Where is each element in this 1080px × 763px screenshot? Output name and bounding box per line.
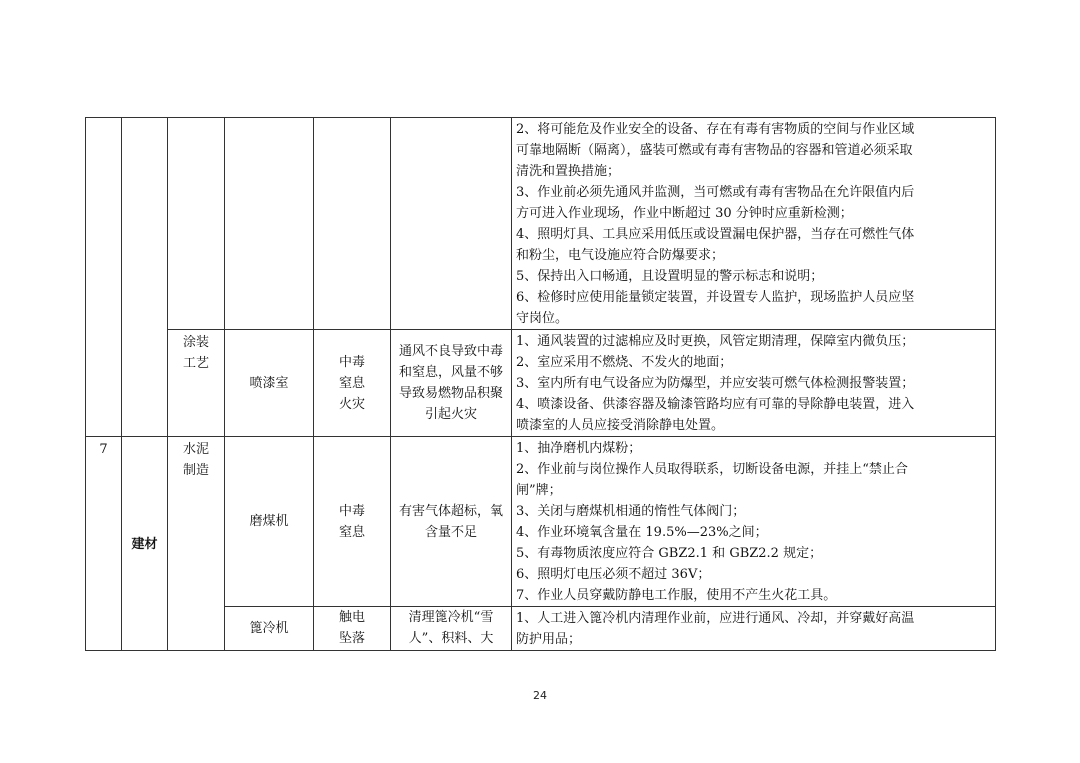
hazard-measures-table [85, 117, 996, 651]
cause-cell: 有害气体超标，氧含量不足 [391, 437, 512, 607]
measure-line: 守岗位。 [516, 311, 569, 326]
process-cell: 水泥制造 [168, 437, 225, 651]
measure-line: 1、人工进入篦冷机内清理作业前，应进行通风、冷却，并穿戴好高温 [516, 611, 915, 626]
sequence-cell: 7 [86, 437, 122, 651]
measure-line: 3、作业前必须先通风并监测，当可燃或有毒有害物品在允许限值内后 [516, 185, 915, 200]
measures-cell [512, 437, 996, 607]
process-cell: 涂装工艺 [168, 330, 225, 437]
measure-line: 1、通风装置的过滤棉应及时更换，风管定期清理，保障室内微负压； [516, 334, 915, 349]
measure-line: 5、保持出入口畅通，且设置明显的警示标志和说明； [516, 269, 824, 284]
measure-line: 1、抽净磨机内煤粉； [516, 441, 642, 456]
measure-line: 3、室内所有电气设备应为防爆型，并应安装可燃气体检测报警装置； [516, 376, 915, 391]
measure-line: 方可进入作业现场，作业中断超过 30 分钟时应重新检测； [516, 206, 853, 221]
measure-line: 3、关闭与磨煤机相通的惰性气体阀门； [516, 504, 746, 519]
measure-line: 6、检修时应使用能量锁定装置，并设置专人监护，现场监护人员应坚 [516, 290, 915, 305]
measure-line: 防护用品； [516, 632, 582, 647]
place-cell [225, 118, 314, 330]
measure-line: 2、室应采用不燃烧、不发火的地面； [516, 355, 733, 370]
place-cell: 篦冷机 [225, 607, 314, 651]
measure-line: 清洗和置换措施； [516, 164, 621, 179]
measure-line: 4、照明灯具、工具应采用低压或设置漏电保护器，当存在可燃性气体 [516, 227, 915, 242]
sequence-cell [86, 118, 122, 437]
measure-line: 和粉尘，电气设施应符合防爆要求； [516, 248, 725, 263]
hazard-cell: 中毒窒息火灾 [314, 330, 391, 437]
measure-line: 7、作业人员穿戴防静电工作服，使用不产生火花工具。 [516, 588, 837, 603]
industry-cell: 建材 [122, 437, 168, 651]
table-row [86, 118, 996, 330]
measure-line: 2、作业前与岗位操作人员取得联系，切断设备电源，并挂上“禁止合 [516, 462, 908, 477]
measures-cell [512, 607, 996, 651]
process-cell [168, 118, 225, 330]
measure-line: 喷漆室的人员应接受消除静电处置。 [516, 418, 725, 433]
table-row [86, 437, 996, 607]
hazard-cell: 中毒窒息 [314, 437, 391, 607]
measure-line: 5、有毒物质浓度应符合 GBZ2.1 和 GBZ2.2 规定； [516, 546, 823, 561]
measure-line: 闸”牌； [516, 483, 562, 498]
cause-cell: 清理篦冷机“雪人”、积料、大 [391, 607, 512, 651]
cause-cell: 通风不良导致中毒和窒息，风量不够导致易燃物品积聚引起火灾 [391, 330, 512, 437]
measure-line: 可靠地隔断（隔离），盛装可燃或有毒有害物品的容器和管道必须采取 [516, 143, 913, 158]
hazard-cell [314, 118, 391, 330]
page-number: 24 [533, 689, 547, 702]
place-cell: 喷漆室 [225, 330, 314, 437]
industry-cell [122, 118, 168, 437]
measure-line: 2、将可能危及作业安全的设备、存在有毒有害物质的空间与作业区域 [516, 122, 915, 137]
hazard-cell: 触电坠落 [314, 607, 391, 651]
measure-line: 4、作业环境氧含量在 19.5%—23%之间； [516, 525, 768, 540]
measure-line: 4、喷漆设备、供漆容器及输漆管路均应有可靠的导除静电装置，进入 [516, 397, 915, 412]
cause-cell [391, 118, 512, 330]
measure-line: 6、照明灯电压必须不超过 36V； [516, 567, 711, 582]
measures-cell [512, 118, 996, 330]
place-cell: 磨煤机 [225, 437, 314, 607]
measures-cell [512, 330, 996, 437]
table-row [86, 330, 996, 437]
